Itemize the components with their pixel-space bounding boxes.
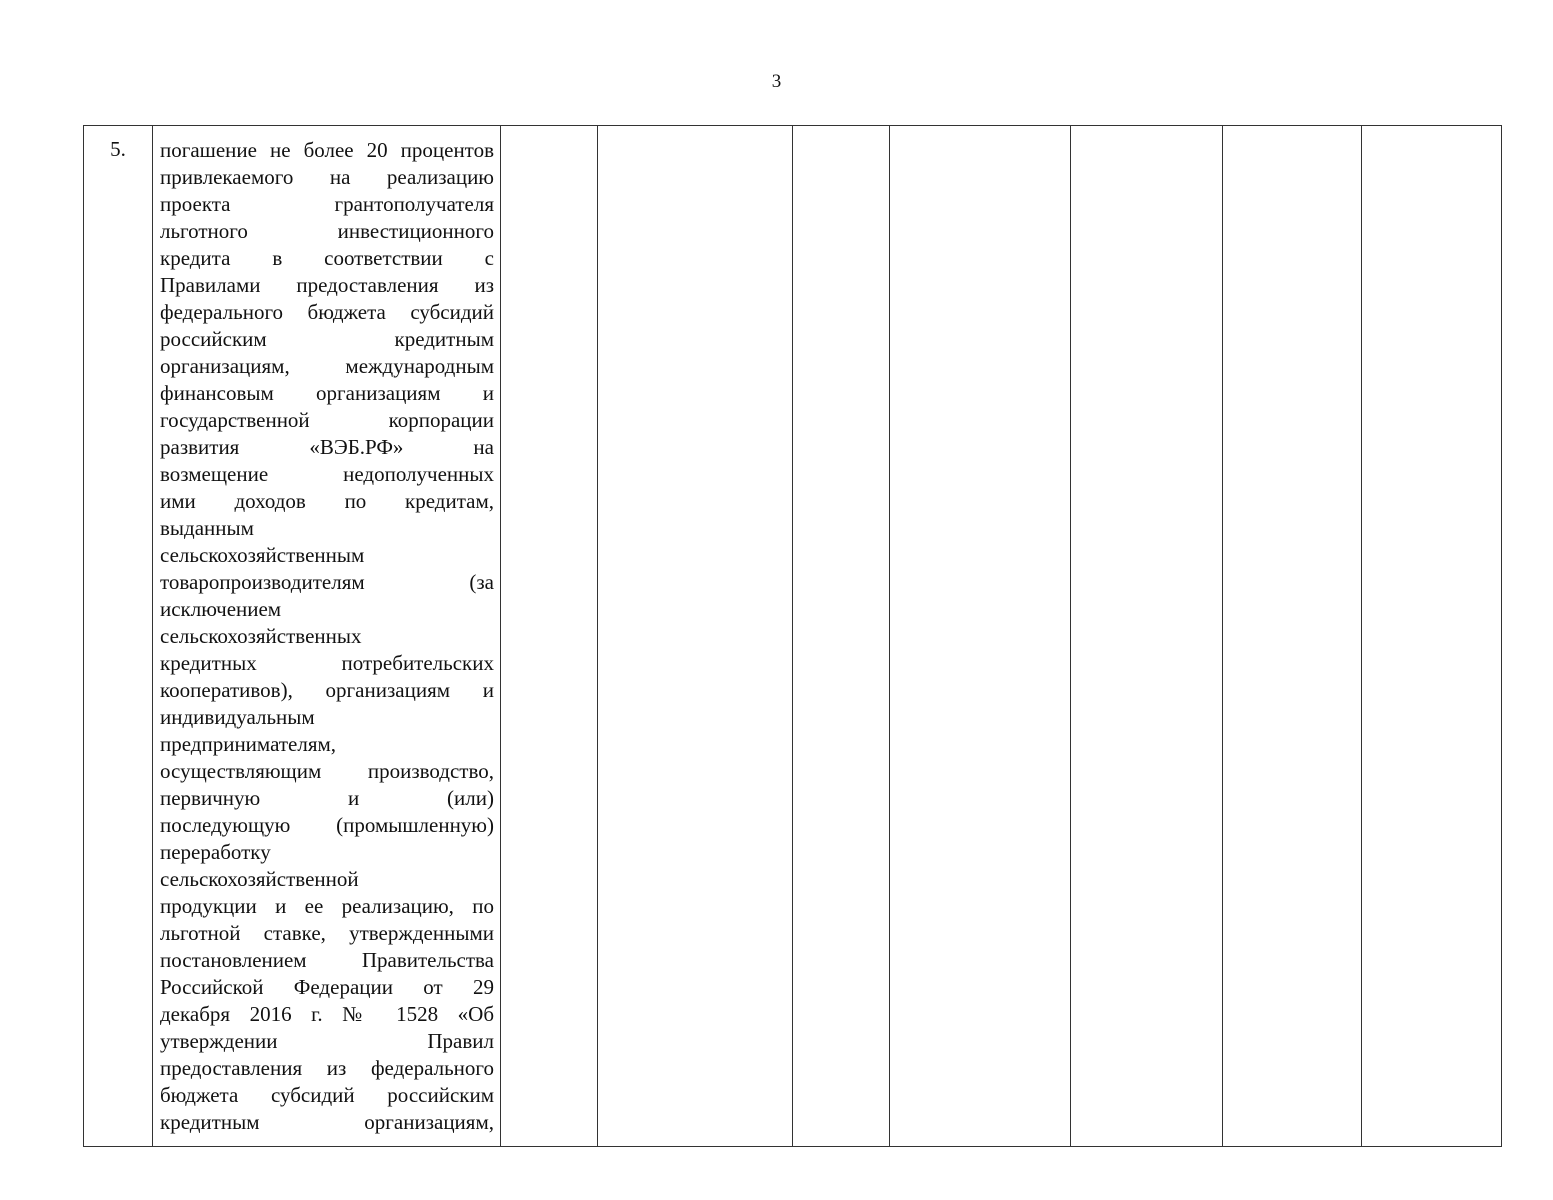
description-line: продукции и ее реализацию, по <box>160 894 494 918</box>
description-line: льготного инвестиционного <box>160 219 494 243</box>
description-line: сельскохозяйственных <box>160 624 362 648</box>
row-number: 5. <box>110 137 126 161</box>
table-row <box>84 126 1502 1147</box>
description-line: предпринимателям, <box>160 732 337 756</box>
description-line: декабря 2016 г. № 1528 «Об <box>160 1002 494 1026</box>
description-line: индивидуальным <box>160 705 315 729</box>
empty-cell-7 <box>1071 126 1223 1147</box>
description-line: исключением <box>160 597 282 621</box>
description-line: переработку <box>160 840 271 864</box>
description-line: осуществляющим производство, <box>160 759 494 783</box>
empty-cell-9 <box>1362 126 1502 1147</box>
description-line: Российской Федерации от 29 <box>160 975 494 999</box>
document-table <box>83 125 1502 1147</box>
description-line: развития «ВЭБ.РФ» на <box>160 435 494 459</box>
description-line: Правилами предоставления из <box>160 273 494 297</box>
description-line: выданным <box>160 516 254 540</box>
description-line: кредитным организациям, <box>160 1110 494 1134</box>
description-line: сельскохозяйственной <box>160 867 359 891</box>
description-line: первичную и (или) <box>160 786 494 810</box>
description-line: льготной ставке, утвержденными <box>160 921 494 945</box>
description-line: предоставления из федерального <box>160 1056 494 1080</box>
page-number: 3 <box>771 71 782 92</box>
description-line: кооперативов), организациям и <box>160 678 494 702</box>
description-line: последующую (промышленную) <box>160 813 494 837</box>
empty-cell-8 <box>1223 126 1362 1147</box>
description-line: товаропроизводителям (за <box>160 570 494 594</box>
description-line: сельскохозяйственным <box>160 543 365 567</box>
description-line: возмещение недополученных <box>160 462 494 486</box>
description-line: организациям, международным <box>160 354 494 378</box>
description-line: ими доходов по кредитам, <box>160 489 494 513</box>
description-line: кредитных потребительских <box>160 651 494 675</box>
empty-cell-6 <box>890 126 1071 1147</box>
description-text <box>160 137 494 1136</box>
description-line: российским кредитным <box>160 327 494 351</box>
description-line: бюджета субсидий российским <box>160 1083 494 1107</box>
empty-cell-4 <box>598 126 793 1147</box>
description-line: кредита в соответствии с <box>160 246 494 270</box>
description-line: государственной корпорации <box>160 408 494 432</box>
description-line: утверждении Правил <box>160 1029 494 1053</box>
description-line: погашение не более 20 процентов <box>160 138 494 162</box>
description-line: федерального бюджета субсидий <box>160 300 494 324</box>
empty-cell-3 <box>501 126 598 1147</box>
description-cell <box>153 126 501 1147</box>
description-line: финансовым организациям и <box>160 381 494 405</box>
row-number-cell <box>84 126 153 1147</box>
description-line: проекта грантополучателя <box>160 192 494 216</box>
empty-cell-5 <box>793 126 890 1147</box>
description-line: постановлением Правительства <box>160 948 494 972</box>
description-line: привлекаемого на реализацию <box>160 165 494 189</box>
